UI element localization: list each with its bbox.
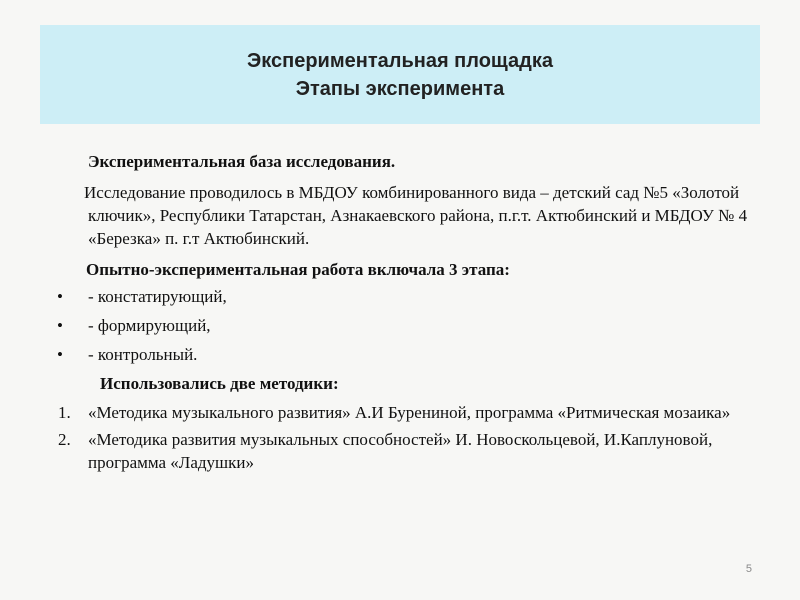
method-text: «Методика музыкального развития» А.И Бурениной, программа «Ритмическая мозаика» bbox=[88, 403, 731, 422]
method-text: «Методика развития музыкальных способностей» И. Новоскольцевой, И.Каплуновой, программа «Ладушки» bbox=[88, 430, 713, 472]
slide-title: Экспериментальная площадка bbox=[247, 49, 553, 72]
title-banner bbox=[40, 25, 760, 124]
section-heading-base: Экспериментальная база исследования. bbox=[88, 152, 396, 171]
list-item bbox=[50, 401, 760, 424]
list-number: 1. bbox=[58, 403, 71, 422]
list-item: • - констатирующий, bbox=[50, 285, 760, 308]
list-item: • - контрольный. bbox=[50, 343, 760, 366]
section-heading-stages: Опытно-экспериментальная работа включала 3 этапа: bbox=[86, 260, 510, 279]
stages-list bbox=[50, 285, 760, 366]
section-heading-methods: Использовались две методики: bbox=[100, 374, 339, 393]
list-number: 2. bbox=[58, 430, 71, 449]
page-number: 5 bbox=[745, 563, 752, 575]
list-item bbox=[50, 428, 760, 474]
slide-subtitle: Этапы эксперимента bbox=[295, 77, 505, 100]
slide-content bbox=[50, 150, 760, 478]
research-description: Исследование проводилось в МБДОУ комбинированного вида – детский сад №5 «Золотой ключик», Республики Татарстан, Азнакаевского района, п.г.т. Актюбинский и МБДОУ № 4 «Березка» п. г.т Актюбинский. bbox=[84, 183, 748, 248]
methods-list bbox=[50, 401, 760, 474]
list-item: • - формирующий, bbox=[50, 314, 760, 337]
